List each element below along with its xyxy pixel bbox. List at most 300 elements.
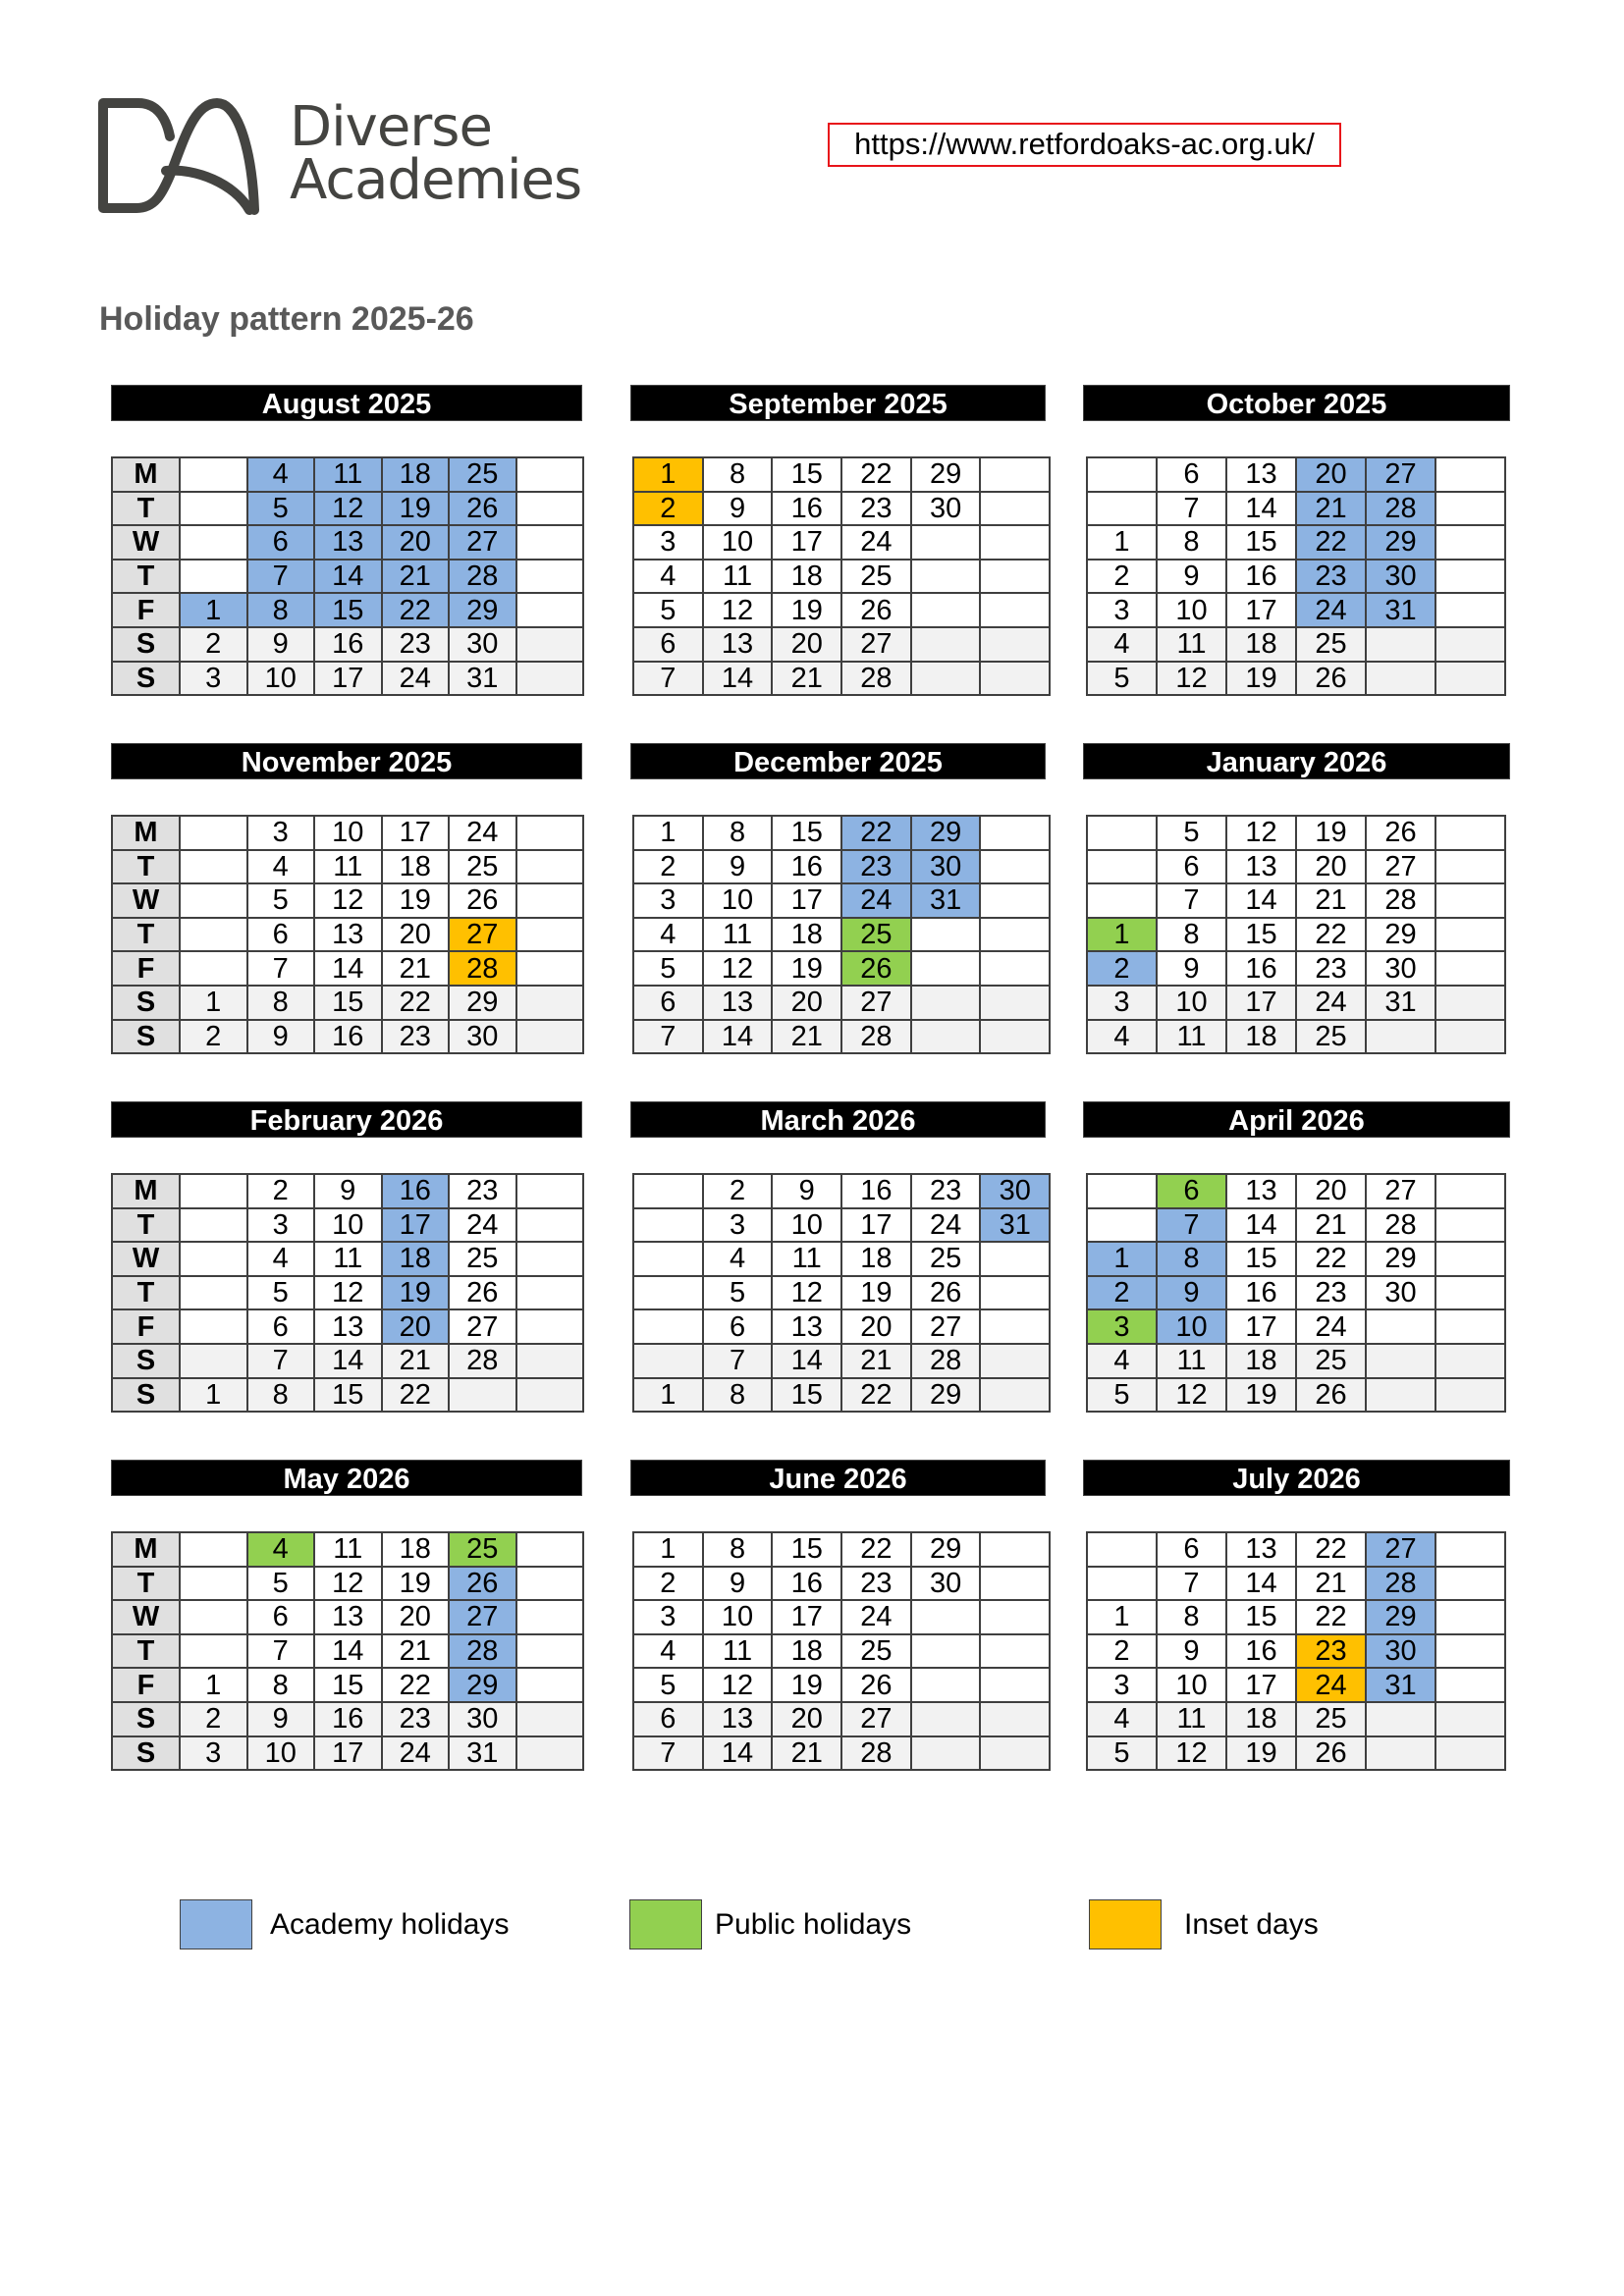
week-row <box>112 1532 583 1567</box>
date-cell: 20 <box>382 525 450 560</box>
month-table <box>111 815 584 1054</box>
date-cell: 10 <box>1157 986 1226 1020</box>
week-row <box>1087 883 1505 918</box>
date-cell: 5 <box>247 492 315 526</box>
week-row <box>112 986 583 1020</box>
date-cell: 2 <box>633 850 703 884</box>
empty-cell <box>516 662 584 696</box>
empty-cell <box>980 1309 1050 1344</box>
week-row <box>112 1309 583 1344</box>
date-cell: 13 <box>1226 850 1296 884</box>
date-cell: 21 <box>1296 1208 1366 1243</box>
date-cell: 11 <box>314 1242 382 1276</box>
date-cell: 19 <box>1296 816 1366 850</box>
date-cell: 27 <box>911 1309 981 1344</box>
week-row <box>1087 1634 1505 1669</box>
empty-cell <box>516 1668 584 1702</box>
empty-cell <box>180 1344 247 1378</box>
date-cell: 13 <box>703 627 773 662</box>
empty-cell <box>1435 816 1505 850</box>
date-cell: 2 <box>633 492 703 526</box>
date-cell: 27 <box>449 525 516 560</box>
empty-cell <box>980 560 1050 594</box>
week-row <box>112 1344 583 1378</box>
date-cell: 8 <box>703 457 773 492</box>
week-row <box>633 1736 1050 1771</box>
week-row <box>1087 1208 1505 1243</box>
day-label: M <box>112 457 180 492</box>
empty-cell <box>516 1344 584 1378</box>
date-cell: 14 <box>703 1020 773 1054</box>
day-label: S <box>112 1344 180 1378</box>
date-cell: 12 <box>703 593 773 627</box>
month-header: July 2026 <box>1083 1460 1510 1496</box>
empty-cell <box>180 525 247 560</box>
empty-cell <box>180 1208 247 1243</box>
date-cell: 13 <box>772 1309 841 1344</box>
month-header: November 2025 <box>111 743 582 779</box>
empty-cell <box>1435 1276 1505 1310</box>
date-cell: 8 <box>1157 525 1226 560</box>
empty-cell <box>633 1242 703 1276</box>
date-cell: 25 <box>1296 1020 1366 1054</box>
date-cell: 5 <box>1087 662 1157 696</box>
date-cell: 7 <box>703 1344 773 1378</box>
date-cell: 6 <box>703 1309 773 1344</box>
day-label: T <box>112 1634 180 1669</box>
date-cell: 29 <box>449 1668 516 1702</box>
date-cell: 29 <box>449 593 516 627</box>
date-cell: 9 <box>703 492 773 526</box>
date-cell: 17 <box>772 1600 841 1634</box>
empty-cell <box>1435 1174 1505 1208</box>
empty-cell <box>180 457 247 492</box>
date-cell: 1 <box>1087 1242 1157 1276</box>
date-cell: 10 <box>1157 593 1226 627</box>
empty-cell <box>516 918 584 952</box>
date-cell: 7 <box>1157 1208 1226 1243</box>
empty-cell <box>911 1668 981 1702</box>
date-cell: 11 <box>1157 1020 1226 1054</box>
date-cell: 26 <box>841 593 911 627</box>
date-cell: 31 <box>1366 1668 1435 1702</box>
date-cell: 7 <box>247 1344 315 1378</box>
week-row <box>112 1174 583 1208</box>
date-cell: 23 <box>449 1174 516 1208</box>
date-cell: 3 <box>633 525 703 560</box>
month-table <box>632 1173 1051 1413</box>
date-cell: 16 <box>841 1174 911 1208</box>
date-cell: 1 <box>180 1668 247 1702</box>
empty-cell <box>1435 1344 1505 1378</box>
month-header: June 2026 <box>630 1460 1046 1496</box>
date-cell: 26 <box>1296 1378 1366 1413</box>
week-row <box>633 1208 1050 1243</box>
week-row <box>1087 1736 1505 1771</box>
date-cell: 20 <box>772 986 841 1020</box>
empty-cell <box>1435 560 1505 594</box>
empty-cell <box>980 492 1050 526</box>
empty-cell <box>980 1276 1050 1310</box>
date-cell: 24 <box>1296 986 1366 1020</box>
date-cell: 11 <box>1157 627 1226 662</box>
week-row <box>633 1276 1050 1310</box>
date-cell: 21 <box>382 1634 450 1669</box>
date-cell: 18 <box>841 1242 911 1276</box>
date-cell: 21 <box>382 1344 450 1378</box>
empty-cell <box>516 525 584 560</box>
month-table <box>1086 1531 1506 1771</box>
empty-cell <box>980 1736 1050 1771</box>
date-cell: 17 <box>382 1208 450 1243</box>
date-cell: 15 <box>1226 525 1296 560</box>
date-cell: 2 <box>1087 1276 1157 1310</box>
week-row <box>633 850 1050 884</box>
date-cell: 5 <box>247 883 315 918</box>
date-cell: 4 <box>633 560 703 594</box>
month-table <box>632 815 1051 1054</box>
date-cell: 3 <box>180 1736 247 1771</box>
week-row <box>1087 662 1505 696</box>
empty-cell <box>633 1309 703 1344</box>
date-cell: 20 <box>772 1702 841 1736</box>
week-row <box>112 850 583 884</box>
empty-cell <box>1087 883 1157 918</box>
date-cell: 24 <box>1296 1668 1366 1702</box>
empty-cell <box>1087 816 1157 850</box>
date-cell: 18 <box>382 1242 450 1276</box>
date-cell: 11 <box>703 918 773 952</box>
date-cell: 1 <box>1087 1600 1157 1634</box>
empty-cell <box>1435 1020 1505 1054</box>
date-cell: 15 <box>772 457 841 492</box>
date-cell: 18 <box>772 560 841 594</box>
date-cell: 5 <box>633 1668 703 1702</box>
week-row <box>633 1634 1050 1669</box>
date-cell: 26 <box>911 1276 981 1310</box>
week-row <box>112 593 583 627</box>
month-header: December 2025 <box>630 743 1046 779</box>
date-cell: 10 <box>703 525 773 560</box>
empty-cell <box>516 1702 584 1736</box>
date-cell: 6 <box>1157 1174 1226 1208</box>
empty-cell <box>516 1276 584 1310</box>
week-row <box>1087 1276 1505 1310</box>
date-cell: 14 <box>314 951 382 986</box>
week-row <box>1087 1702 1505 1736</box>
date-cell: 27 <box>841 627 911 662</box>
date-cell: 13 <box>314 1600 382 1634</box>
date-cell: 6 <box>1157 1532 1226 1567</box>
date-cell: 24 <box>1296 593 1366 627</box>
date-cell: 15 <box>314 986 382 1020</box>
date-cell: 9 <box>314 1174 382 1208</box>
empty-cell <box>180 1276 247 1310</box>
date-cell: 29 <box>911 1378 981 1413</box>
date-cell: 8 <box>703 1378 773 1413</box>
date-cell: 15 <box>772 1532 841 1567</box>
date-cell: 27 <box>1366 457 1435 492</box>
empty-cell <box>180 1174 247 1208</box>
day-label: S <box>112 1702 180 1736</box>
empty-cell <box>516 816 584 850</box>
date-cell: 9 <box>1157 1634 1226 1669</box>
date-cell: 7 <box>1157 1567 1226 1601</box>
date-cell: 22 <box>841 457 911 492</box>
date-cell: 16 <box>772 1567 841 1601</box>
empty-cell <box>180 1567 247 1601</box>
date-cell: 4 <box>703 1242 773 1276</box>
week-row <box>1087 986 1505 1020</box>
day-label: S <box>112 627 180 662</box>
date-cell: 27 <box>1366 1174 1435 1208</box>
empty-cell <box>516 560 584 594</box>
date-cell: 8 <box>703 816 773 850</box>
empty-cell <box>980 525 1050 560</box>
week-row <box>1087 850 1505 884</box>
empty-cell <box>1435 951 1505 986</box>
date-cell: 30 <box>911 850 981 884</box>
week-row <box>1087 593 1505 627</box>
week-row <box>1087 1344 1505 1378</box>
date-cell: 23 <box>1296 1276 1366 1310</box>
day-label: W <box>112 1242 180 1276</box>
week-row <box>1087 951 1505 986</box>
empty-cell <box>1087 1208 1157 1243</box>
date-cell: 2 <box>180 627 247 662</box>
date-cell: 1 <box>633 816 703 850</box>
date-cell: 2 <box>633 1567 703 1601</box>
empty-cell <box>180 1600 247 1634</box>
empty-cell <box>516 986 584 1020</box>
date-cell: 24 <box>449 1208 516 1243</box>
date-cell: 16 <box>1226 951 1296 986</box>
date-cell: 19 <box>382 492 450 526</box>
date-cell: 13 <box>703 1702 773 1736</box>
day-label: T <box>112 850 180 884</box>
date-cell: 7 <box>247 560 315 594</box>
date-cell: 5 <box>633 593 703 627</box>
date-cell: 15 <box>1226 1242 1296 1276</box>
date-cell: 17 <box>382 816 450 850</box>
day-label: F <box>112 593 180 627</box>
date-cell: 12 <box>314 1276 382 1310</box>
empty-cell <box>1087 457 1157 492</box>
date-cell: 29 <box>1366 1600 1435 1634</box>
date-cell: 30 <box>911 492 981 526</box>
date-cell: 22 <box>1296 525 1366 560</box>
empty-cell <box>516 883 584 918</box>
day-label: T <box>112 918 180 952</box>
empty-cell <box>1435 1532 1505 1567</box>
empty-cell <box>516 1208 584 1243</box>
date-cell: 2 <box>1087 560 1157 594</box>
week-row <box>633 1020 1050 1054</box>
empty-cell <box>1087 492 1157 526</box>
week-row <box>1087 918 1505 952</box>
week-row <box>1087 1020 1505 1054</box>
empty-cell <box>911 593 981 627</box>
date-cell: 26 <box>449 1567 516 1601</box>
date-cell: 30 <box>1366 1634 1435 1669</box>
week-row <box>112 662 583 696</box>
date-cell: 29 <box>1366 918 1435 952</box>
week-row <box>633 1532 1050 1567</box>
date-cell: 18 <box>1226 1702 1296 1736</box>
date-cell: 4 <box>247 1532 315 1567</box>
date-cell: 26 <box>1296 662 1366 696</box>
empty-cell <box>1366 1736 1435 1771</box>
date-cell: 20 <box>382 1309 450 1344</box>
date-cell: 25 <box>841 560 911 594</box>
date-cell: 27 <box>1366 850 1435 884</box>
date-cell: 1 <box>180 593 247 627</box>
week-row <box>1087 560 1505 594</box>
date-cell: 15 <box>772 816 841 850</box>
empty-cell <box>911 951 981 986</box>
date-cell: 9 <box>1157 951 1226 986</box>
date-cell: 7 <box>1157 883 1226 918</box>
empty-cell <box>911 662 981 696</box>
week-row <box>1087 492 1505 526</box>
date-cell: 25 <box>841 1634 911 1669</box>
date-cell: 2 <box>180 1020 247 1054</box>
week-row <box>633 662 1050 696</box>
week-row <box>112 1702 583 1736</box>
week-row <box>1087 1309 1505 1344</box>
empty-cell <box>1435 593 1505 627</box>
date-cell: 7 <box>247 951 315 986</box>
week-row <box>112 1634 583 1669</box>
week-row <box>112 1378 583 1413</box>
empty-cell <box>516 1736 584 1771</box>
date-cell: 7 <box>633 1020 703 1054</box>
date-cell: 24 <box>449 816 516 850</box>
date-cell: 17 <box>772 525 841 560</box>
date-cell: 19 <box>1226 662 1296 696</box>
empty-cell <box>1435 662 1505 696</box>
week-row <box>633 1174 1050 1208</box>
week-row <box>1087 1174 1505 1208</box>
date-cell: 15 <box>1226 918 1296 952</box>
legend-label: Public holidays <box>715 1908 912 1941</box>
week-row <box>633 918 1050 952</box>
week-row <box>1087 1600 1505 1634</box>
date-cell: 8 <box>703 1532 773 1567</box>
date-cell: 22 <box>1296 1532 1366 1567</box>
empty-cell <box>516 1600 584 1634</box>
date-cell: 23 <box>382 627 450 662</box>
date-cell: 12 <box>314 492 382 526</box>
legend-swatch-public <box>629 1899 702 1949</box>
week-row <box>633 627 1050 662</box>
empty-cell <box>180 883 247 918</box>
date-cell: 1 <box>180 986 247 1020</box>
empty-cell <box>1087 1567 1157 1601</box>
date-cell: 8 <box>247 1668 315 1702</box>
date-cell: 17 <box>841 1208 911 1243</box>
empty-cell <box>633 1174 703 1208</box>
date-cell: 28 <box>841 1736 911 1771</box>
week-row <box>112 1668 583 1702</box>
date-cell: 2 <box>247 1174 315 1208</box>
date-cell: 13 <box>314 918 382 952</box>
date-cell: 22 <box>841 1378 911 1413</box>
week-row <box>112 1600 583 1634</box>
date-cell: 8 <box>247 986 315 1020</box>
date-cell: 8 <box>247 593 315 627</box>
date-cell: 31 <box>1366 986 1435 1020</box>
date-cell: 6 <box>247 525 315 560</box>
empty-cell <box>980 1532 1050 1567</box>
week-row <box>1087 1378 1505 1413</box>
date-cell: 1 <box>180 1378 247 1413</box>
date-cell: 25 <box>449 457 516 492</box>
date-cell: 25 <box>841 918 911 952</box>
date-cell: 12 <box>703 951 773 986</box>
date-cell: 20 <box>1296 457 1366 492</box>
date-cell: 12 <box>1157 1378 1226 1413</box>
website-url-link[interactable]: https://www.retfordoaks-ac.org.uk/ <box>828 123 1341 167</box>
week-row <box>633 1567 1050 1601</box>
week-row <box>633 492 1050 526</box>
date-cell: 25 <box>449 1532 516 1567</box>
logo-wordmark <box>290 95 582 212</box>
date-cell: 28 <box>449 1344 516 1378</box>
empty-cell <box>1435 1600 1505 1634</box>
week-row <box>112 1736 583 1771</box>
month-table <box>632 456 1051 696</box>
month-header: October 2025 <box>1083 385 1510 421</box>
date-cell: 4 <box>247 457 315 492</box>
empty-cell <box>980 457 1050 492</box>
empty-cell <box>1435 883 1505 918</box>
date-cell: 7 <box>633 1736 703 1771</box>
date-cell: 13 <box>703 986 773 1020</box>
date-cell: 14 <box>1226 1567 1296 1601</box>
empty-cell <box>980 1702 1050 1736</box>
date-cell: 11 <box>703 1634 773 1669</box>
empty-cell <box>1435 1634 1505 1669</box>
week-row <box>1087 1567 1505 1601</box>
empty-cell <box>1087 850 1157 884</box>
week-row <box>633 883 1050 918</box>
date-cell: 26 <box>449 883 516 918</box>
day-label: S <box>112 986 180 1020</box>
empty-cell <box>980 593 1050 627</box>
date-cell: 17 <box>1226 1309 1296 1344</box>
date-cell: 28 <box>911 1344 981 1378</box>
date-cell: 6 <box>1157 457 1226 492</box>
date-cell: 3 <box>1087 593 1157 627</box>
date-cell: 18 <box>772 918 841 952</box>
empty-cell <box>980 1020 1050 1054</box>
week-row <box>1087 1668 1505 1702</box>
date-cell: 18 <box>1226 627 1296 662</box>
date-cell: 24 <box>382 662 450 696</box>
empty-cell <box>180 560 247 594</box>
empty-cell <box>180 918 247 952</box>
month-table <box>111 1173 584 1413</box>
date-cell: 16 <box>1226 1276 1296 1310</box>
date-cell: 14 <box>1226 1208 1296 1243</box>
date-cell: 8 <box>247 1378 315 1413</box>
date-cell: 31 <box>980 1208 1050 1243</box>
empty-cell <box>1435 918 1505 952</box>
date-cell: 15 <box>1226 1600 1296 1634</box>
date-cell: 21 <box>772 1020 841 1054</box>
week-row <box>633 1378 1050 1413</box>
